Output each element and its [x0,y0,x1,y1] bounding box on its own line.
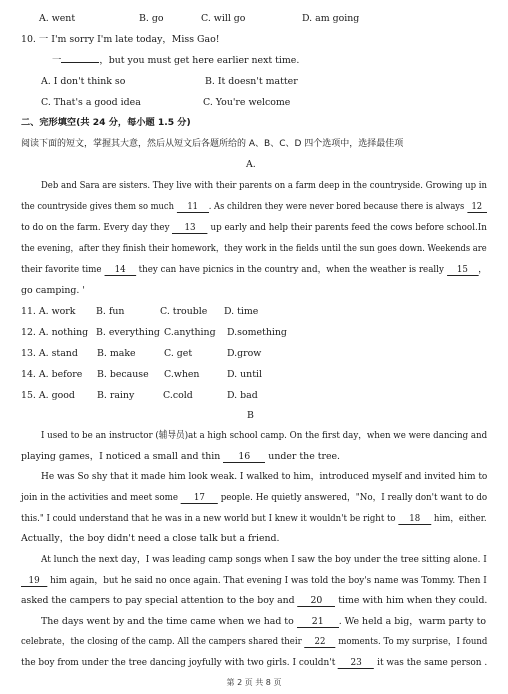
blank-14[interactable]: 14 [104,264,136,276]
passage-a-label: A. [246,159,256,170]
passage-a-line: the countryside gives them so much 11 . As children they were never bored because there is always 12 [21,201,487,213]
blank-22[interactable]: 22 [304,636,335,648]
q10-stem: 10. 一 I'm sorry I'm late today，Miss Gao! [21,34,220,45]
passage-b-line: I used to be an instructor (辅导员)at a high school camp. On the first day，when we were dancing and [41,430,488,441]
q10-answer-rest: ，but you must get here earlier next time. [99,55,300,66]
passage-b-line: The days went by and the time came when we had to 21 . We held a big，warm party to [41,616,487,627]
option-12-a: 12. A. nothing [21,327,89,338]
option-12-d: D.something [227,327,287,338]
q10-option-b: B. It doesn't matter [205,76,298,87]
blank-23[interactable]: 23 [338,657,374,669]
option-12-b: B. everything [96,327,160,338]
option-15-b: B. rainy [97,390,135,401]
option-15-c: C.cold [163,390,193,401]
q10-option-a: A. I don't think so [41,76,126,87]
passage-a-line: the evening，after they finish their homework，they work in the fields until the sun goes down. Weekends are [21,243,487,254]
q9-option-d: D. am going [302,13,360,24]
passage-a-line: to do on the farm. Every day they 13 up early and help their parents feed the cows before school.In [21,222,487,233]
option-14-d: D. until [227,369,262,380]
q10-answer-line [52,55,299,67]
blank-18[interactable]: 18 [398,513,431,525]
passage-b-line: this." I could understand that he was in a new world but I knew it wouldn't be right to 18 him，either. [21,513,487,524]
passage-b-line: join in the activities and meet some 17 people. He quietly answered，"No，I really don't want to do [21,492,488,503]
option-13-c: C. get [164,348,193,359]
page-footer: 第 2 页 共 8 页 [226,678,282,687]
blank-15[interactable]: 15 [447,264,479,276]
blank-19[interactable]: 19 [21,575,47,587]
passage-a-line: go camping. ' [21,285,85,296]
q10-answer-prefix: 一 [52,55,62,66]
option-11-c: C. trouble [160,306,208,317]
blank-13[interactable]: 13 [172,222,207,234]
passage-b-line: celebrate，the closing of the camp. All the campers shared their 22 moments. To my surprise，I found [21,636,488,647]
option-13-b: B. make [97,348,136,359]
blank-12[interactable]: 12 [467,201,487,213]
option-13-a: 13. A. stand [21,348,78,359]
blank-16[interactable]: 16 [223,451,265,463]
passage-b-line: 19 him again，but he said no once again. That evening I was told the boy's name was Tommy. Then I [21,575,487,587]
blank-21[interactable]: 21 [297,616,339,628]
option-12-c: C.anything [164,327,216,338]
passage-b-line: Actually，the boy didn't need a close talk but a friend. [21,533,280,544]
option-11-d: D. time [224,306,259,317]
blank-11[interactable]: 11 [177,201,209,213]
option-13-d: D.grow [227,348,262,359]
passage-b-line: He was So shy that it made him look weak. I walked to him，introduced myself and invited him to [41,471,488,482]
option-11-a: 11. A. work [21,306,76,317]
blank-17[interactable]: 17 [181,492,218,504]
q10-option-c: C. That's a good idea [41,97,141,108]
q9-option-b: B. go [139,13,164,24]
option-15-a: 15. A. good [21,390,75,401]
section-title: 二、完形填空(共 24 分，每小题 1.5 分) [21,117,191,128]
passage-b-line: At lunch the next day，I was leading camp songs when I saw the boy under the tree sitting alone. I [41,554,487,565]
option-14-c: C.when [164,369,200,380]
option-11-b: B. fun [96,306,125,317]
section-instruction: 阅读下面的短文，掌握其大意，然后从短文后各题所给的 A、B、C、D 四个选项中，选择最佳项 [21,139,404,149]
passage-a-line: their favorite time 14 they can have picnics in the country and，when the weather is really 15 ， [21,264,487,275]
option-14-a: 14. A. before [21,369,83,380]
passage-b-line: asked the campers to pay special attention to the boy and 20 time with him when they could. [21,595,488,606]
option-15-d: D. bad [227,390,258,401]
q10-option-d: C. You're welcome [203,97,291,108]
passage-b-label: B [247,410,254,421]
passage-b-line: playing games，I noticed a small and thin 16 under the tree. [21,451,341,462]
passage-b-line: the boy from under the tree dancing joyfully with two girls. I couldn't 23 it was the same person . [21,657,488,668]
q9-option-a: A. went [39,13,76,24]
option-14-b: B. because [97,369,149,380]
passage-a-line: Deb and Sara are sisters. They live with their parents on a farm deep in the countryside. Growing up in [41,180,487,191]
blank-20[interactable]: 20 [298,595,336,607]
q10-blank[interactable] [61,62,99,63]
q9-option-c: C. will go [201,13,246,24]
